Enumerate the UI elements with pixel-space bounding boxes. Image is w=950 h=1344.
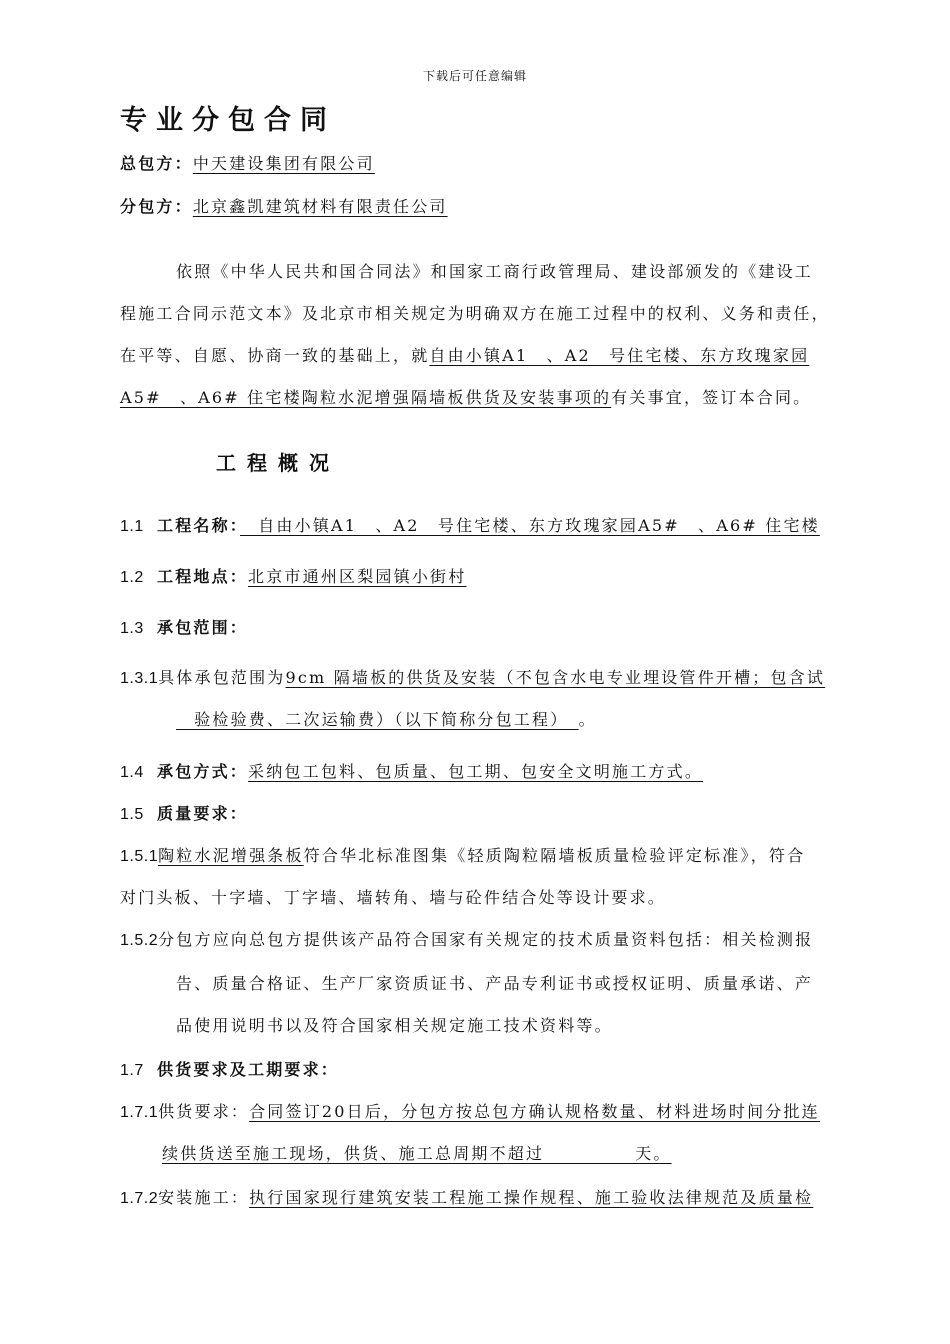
item-text: 供货要求：	[158, 1102, 250, 1121]
scope-underlined-2: 验检验费、二次运输费）（以下简称分包工程）	[176, 710, 579, 729]
item-1-7	[120, 1060, 339, 1081]
item-text: 具体承包范围为	[158, 668, 286, 687]
item-label: 承包范围：	[157, 618, 249, 637]
subcontractor-value: 北京鑫凯建筑材料有限责任公司	[192, 197, 448, 216]
item-label: 工程地点：	[157, 567, 249, 586]
item-text: 。	[578, 710, 597, 729]
project-location-value: 北京市通州区梨园镇小街村	[248, 567, 467, 586]
installation-requirement-underlined: 执行国家现行建筑安装工程施工操作规程、施工验收法律规范及质量检	[249, 1188, 814, 1207]
item-text: 安装施工：	[158, 1188, 250, 1207]
intro-line-2: 程施工合同示范文本》及北京市相关规定为明确双方在施工过程中的权利、义务和责任，	[120, 304, 830, 323]
item-1-5-1	[120, 846, 805, 867]
intro-line-4	[120, 388, 811, 408]
item-label: 工程名称：	[157, 516, 241, 535]
item-1-4	[120, 762, 703, 783]
product-name-underlined: 陶粒水泥增强条板	[158, 846, 304, 865]
item-label: 供货要求及工期要求：	[157, 1060, 340, 1079]
intro-line-1: 依照《中华人民共和国合同法》和国家工商行政管理局、建设部颁发的《建设工	[176, 262, 814, 281]
item-label: 承包方式：	[157, 762, 249, 781]
item-number: 1.7.1	[120, 1104, 159, 1121]
contract-mode-value: 采纳包工包料、包质量、包工期、包安全文明施工方式。	[248, 762, 704, 781]
general-contractor-line	[120, 154, 375, 174]
item-1-7-2	[120, 1188, 813, 1209]
section-title: 工程概况	[216, 451, 340, 475]
item-1-3	[120, 618, 248, 639]
item-number: 1.3	[120, 620, 144, 637]
subcontractor-line	[120, 197, 448, 217]
item-text: 符合华北标准图集《轻质陶粒隔墙板质量检验评定标准》，符合	[303, 846, 806, 865]
item-number: 1.5	[120, 806, 144, 823]
supply-requirement-underlined-1: 合同签订20日后，分包方按总包方确认规格数量、材料进场时间分批连	[249, 1102, 820, 1121]
item-label: 质量要求：	[157, 804, 249, 823]
item-1-5-2-cont-2: 品使用说明书以及符合国家相关规定施工技术资料等。	[176, 1016, 613, 1035]
intro-line-3	[120, 346, 809, 366]
item-number: 1.5.1	[120, 848, 159, 865]
project-scope-underlined-2: A5# 、A6# 住宅楼陶粒水泥增强隔墙板供货及安装事项的	[120, 388, 612, 407]
item-number: 1.5.2	[120, 932, 159, 949]
item-1-3-1-cont	[176, 710, 597, 730]
item-number: 1.3.1	[120, 670, 159, 687]
item-number: 1.2	[120, 569, 144, 586]
project-name-value: 自由小镇A1 、A2 号住宅楼、东方玫瑰家园A5# 、A6# 住宅楼	[240, 516, 820, 535]
item-1-5-1-cont: 对门头板、十字墙、丁字墙、墙转角、墙与砼件结合处等设计要求。	[120, 888, 667, 907]
item-1-3-1	[120, 668, 825, 689]
item-number: 1.7.2	[120, 1190, 159, 1207]
item-1-5	[120, 804, 248, 825]
item-1-5-2	[120, 930, 813, 951]
item-number: 1.7	[120, 1062, 144, 1079]
document-title: 专业分包合同	[120, 105, 336, 136]
item-1-5-2-cont-1: 告、质量合格证、生产厂家资质证书、产品专利证书或授权证明、质量承诺、产	[176, 974, 814, 993]
header-note: 下载后可任意编辑	[422, 69, 527, 83]
intro-line-3-text: 在平等、自愿、协商一致的基础上，就	[120, 346, 430, 365]
item-number: 1.1	[120, 518, 144, 535]
supply-requirement-underlined-2: 续供货送至施工现场，供货、施工总周期不超过 天。	[162, 1144, 672, 1163]
item-text: 分包方应向总包方提供该产品符合国家有关规定的技术质量资料包括：相关检测报	[158, 930, 814, 949]
general-contractor-value: 中天建设集团有限公司	[192, 154, 375, 173]
project-scope-underlined-1: 自由小镇A1 、A2 号住宅楼、东方玫瑰家园	[429, 346, 810, 365]
general-contractor-label: 总包方：	[120, 154, 193, 173]
subcontractor-label: 分包方：	[120, 197, 193, 216]
intro-line-4-text: 有关事宜，签订本合同。	[611, 388, 812, 407]
item-1-7-1-cont	[162, 1144, 672, 1164]
item-number: 1.4	[120, 764, 144, 781]
scope-underlined-1: 9cm 隔墙板的供货及安装（不包含水电专业埋设管件开槽；包含试	[285, 668, 826, 687]
item-1-2	[120, 567, 466, 588]
item-1-1	[120, 516, 820, 537]
item-1-7-1	[120, 1102, 820, 1123]
